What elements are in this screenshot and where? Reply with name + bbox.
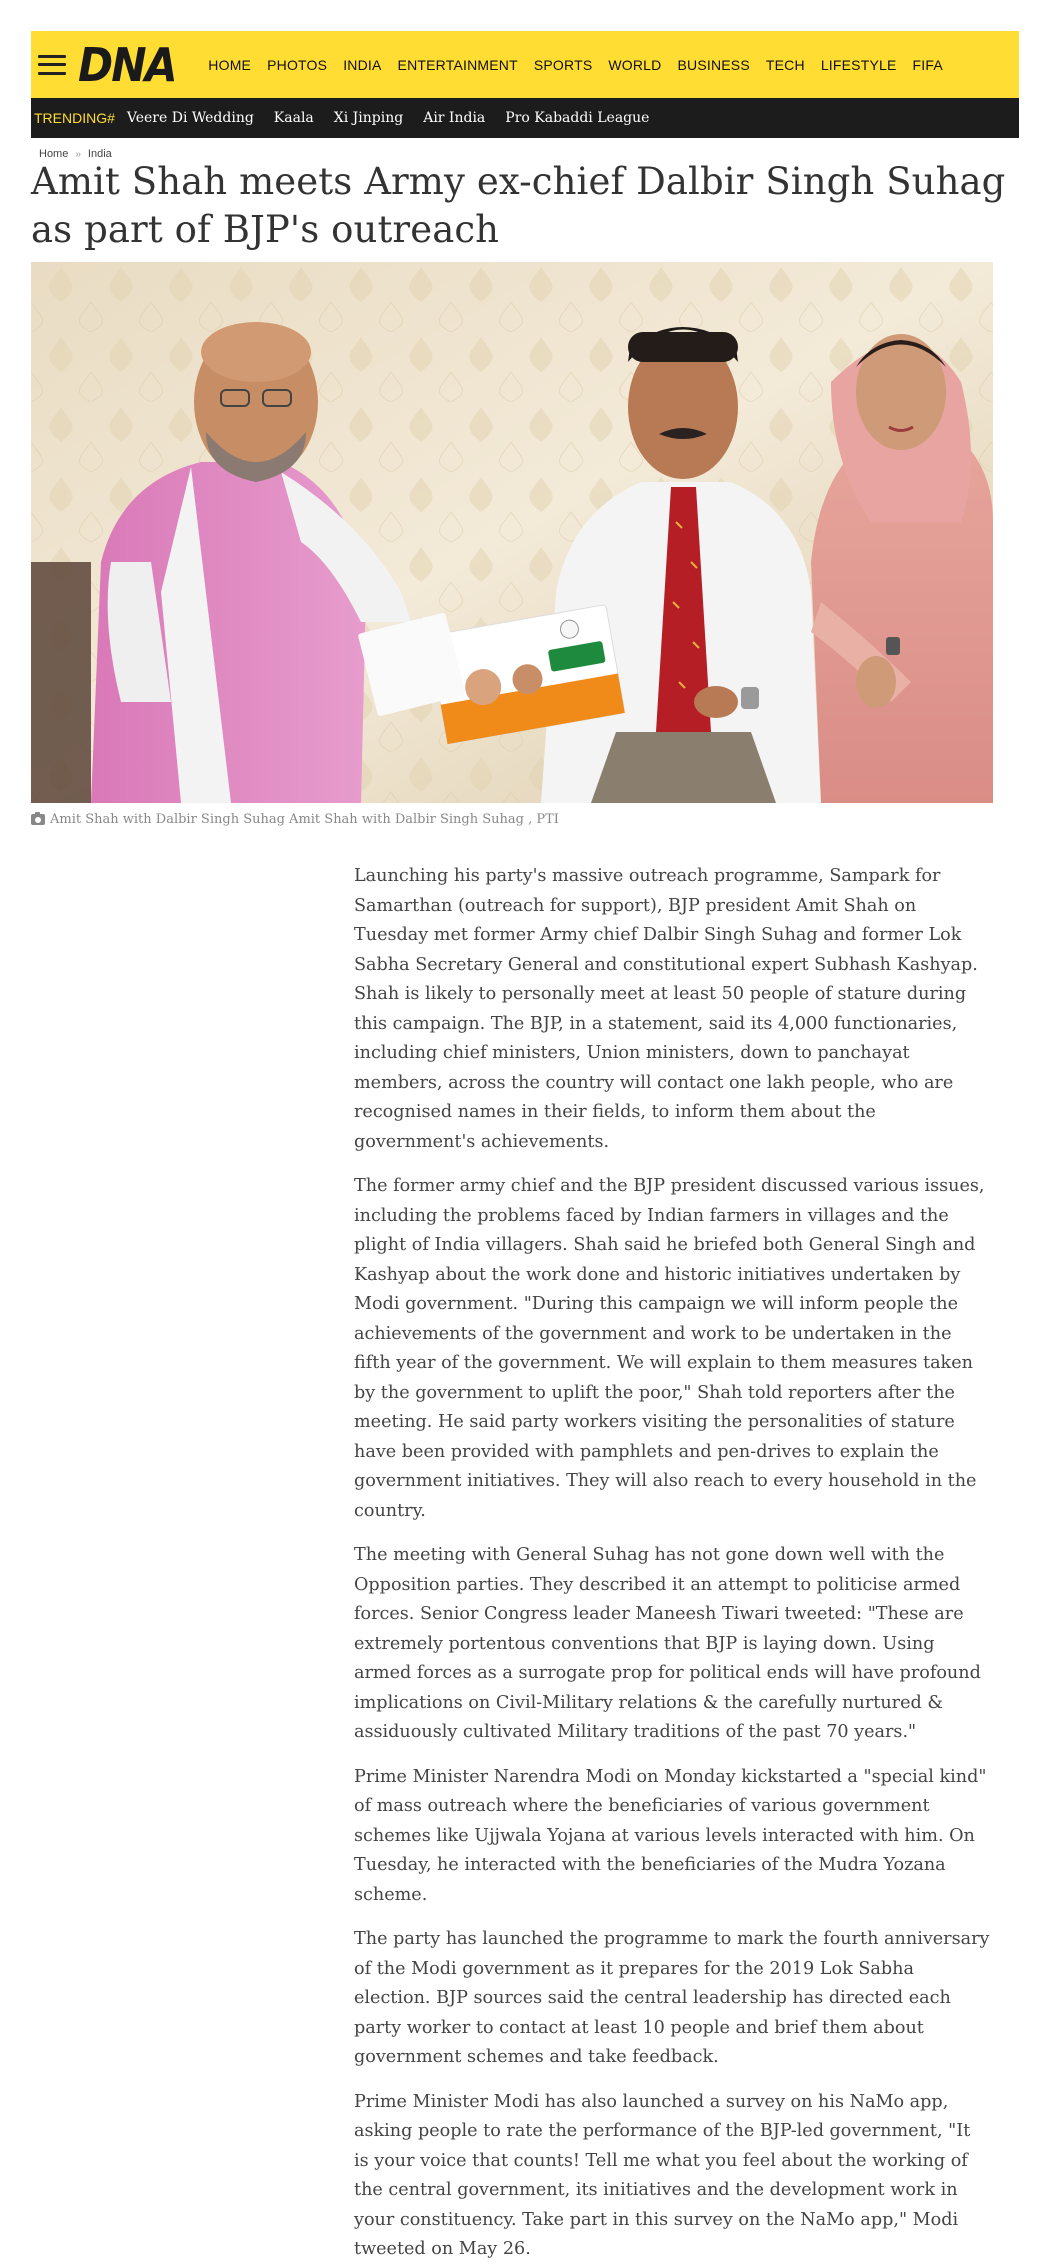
nav-photos[interactable]: PHOTOS — [267, 56, 328, 73]
trending-list — [127, 110, 670, 126]
article-photo — [31, 262, 993, 803]
trending-item[interactable]: Xi Jinping — [333, 110, 404, 126]
breadcrumb-home[interactable]: Home — [39, 148, 69, 160]
article-paragraph: Prime Minister Modi has also launched a survey on his NaMo app, asking people to rate the performance of the BJP-led government, "It is your voice that counts! Tell me what you feel about the working of the central government, its initiatives and the development work in your constituency. Take part in this survey on the NaMo app," Modi tweeted on May 26. — [354, 2091, 971, 2259]
article-paragraph: The party has launched the programme to mark the fourth anniversary of the Modi government as it prepares for the 2019 Lok Sabha election. BJP sources said the central leadership has directed each party worker to contact at least 10 people and brief them about government schemes and take feedback. — [354, 1929, 990, 2067]
nav-india[interactable]: INDIA — [343, 56, 382, 73]
trending-item[interactable]: Veere Di Wedding — [126, 110, 254, 126]
article-body — [354, 862, 990, 2265]
nav-lifestyle[interactable]: LIFESTYLE — [820, 56, 897, 73]
nav-sports[interactable]: SPORTS — [533, 56, 593, 73]
menu-icon[interactable] — [38, 55, 66, 75]
article-paragraph: Launching his party's massive outreach programme, Sampark for Samarthan (outreach for support), BJP president Amit Shah on Tuesday met former Army chief Dalbir Singh Suhag and former Lok Sabha Secretary General and constitutional expert Subhash Kashyap. Shah is likely to personally meet at least 50 people of stature during this campaign. The BJP, in a statement, said its 4,000 functionaries, including chief ministers, Union ministers, down to panchayat members, across the country will contact one lakh people, who are recognised names in their fields, to inform them about the government's achievements. — [354, 866, 978, 1152]
article-paragraph: The meeting with General Suhag has not gone down well with the Opposition parties. They described it an attempt to politicise armed forces. Senior Congress leader Maneesh Tiwari tweeted: "These are extremely portentous conventions that BJP is laying down. Using armed forces as a surrogate prop for political ends will have profound implications on Civil-Military relations & the carefully nurtured & assiduously cultivated Military traditions of the past 70 years." — [354, 1545, 981, 1742]
nav-fifa[interactable]: FIFA — [912, 56, 943, 73]
breadcrumb-section[interactable]: India — [87, 148, 112, 160]
person-right — [811, 334, 993, 803]
trending-bar — [31, 98, 1019, 138]
nav-world[interactable]: WORLD — [608, 56, 662, 73]
main-nav — [200, 57, 951, 73]
nav-tech[interactable]: TECH — [765, 56, 805, 73]
nav-entertainment[interactable]: ENTERTAINMENT — [397, 56, 518, 73]
caption-text: Amit Shah with Dalbir Singh Suhag Amit Shah with Dalbir Singh Suhag , PTI — [50, 812, 559, 827]
trending-item[interactable]: Kaala — [273, 110, 314, 126]
article-paragraph: The former army chief and the BJP president discussed various issues, including the problems faced by Indian farmers in villages and the plight of India villagers. Shah said he briefed both General Singh and Kashyap about the work done and historic initiatives undertaken by Modi government. "During this campaign we will inform people the achievements of the government and work to be undertaken in the fifth year of the government. We will explain to them measures taken by the government to uplift the poor," Shah told reporters after the meeting. He said party workers visiting the personalities of stature have been provided with pamphlets and pen-drives to explain the government initiatives. They will also reach to every household in the country. — [354, 1176, 985, 1521]
trending-item[interactable]: Air India — [423, 110, 486, 126]
site-logo[interactable]: DNA — [78, 37, 176, 92]
article-paragraph: Prime Minister Narendra Modi on Monday kickstarted a "special kind" of mass outreach where the beneficiaries of various government schemes like Ujjwala Yojana at various levels interacted with him. On Tuesday, he interacted with the beneficiaries of the Mudra Yozana scheme. — [354, 1766, 987, 1905]
trending-label: TRENDING# — [34, 110, 115, 126]
nav-business[interactable]: BUSINESS — [677, 56, 750, 73]
camera-icon — [31, 814, 45, 825]
trending-item[interactable]: Pro Kabaddi League — [505, 110, 650, 126]
site-header — [31, 31, 1019, 98]
breadcrumb-separator: » — [75, 148, 81, 160]
nav-home[interactable]: HOME — [208, 56, 252, 73]
photo-caption — [31, 812, 559, 827]
article-title: Amit Shah meets Army ex-chief Dalbir Singh Suhag as part of BJP's outreach — [31, 160, 1006, 251]
